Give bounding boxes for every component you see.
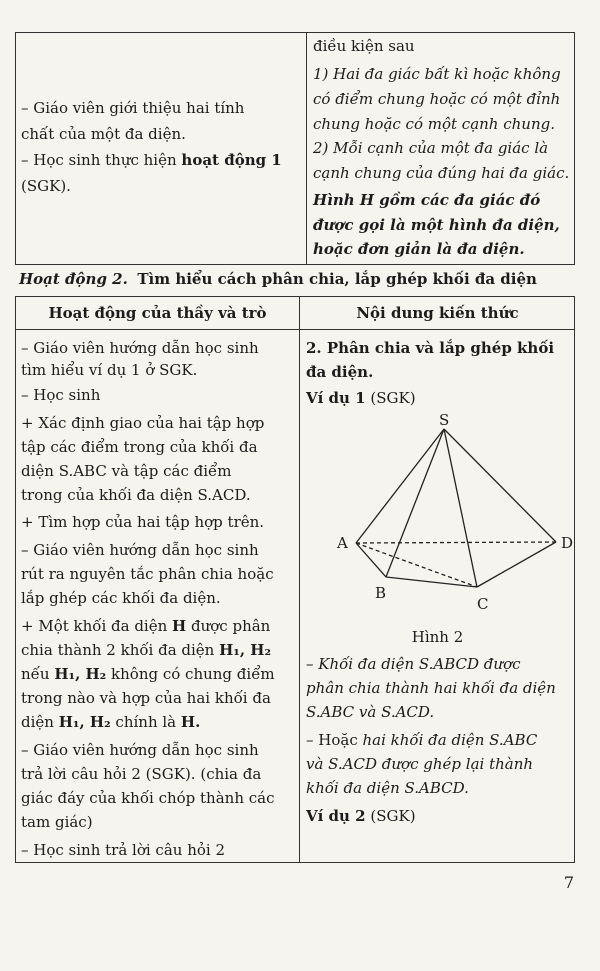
left-line-3-text: – Học sinh thực hiện xyxy=(21,151,182,169)
continuation-table xyxy=(15,32,575,265)
edge-SA xyxy=(356,429,444,543)
label-D: D xyxy=(561,534,574,552)
edge-AD-hidden xyxy=(356,542,556,543)
txt: hai khối đa diện S.ABC xyxy=(362,731,538,749)
left-line: – Học sinh xyxy=(21,386,101,404)
txt: – Hoặc xyxy=(306,731,363,749)
header-right: Nội dung kiến thức xyxy=(356,304,519,322)
example-2 xyxy=(306,807,416,825)
right-line-3: có điểm chung hoặc có một đỉnh xyxy=(313,90,561,108)
right-line xyxy=(306,731,537,749)
left-line: tập các điểm trong của khối đa xyxy=(21,438,258,456)
label-S: S xyxy=(439,411,450,429)
txt: H. xyxy=(180,713,201,731)
right-line: S.ABC và S.ACD. xyxy=(306,703,435,721)
left-line xyxy=(21,665,275,683)
txt: + Một khối đa diện xyxy=(21,617,173,635)
label-B: B xyxy=(375,584,387,602)
txt: H xyxy=(172,617,187,635)
left-line: + Xác định giao của hai tập hợp xyxy=(21,414,265,432)
example-1 xyxy=(306,389,416,407)
right-line-6: cạnh chung của đúng hai đa giác. xyxy=(313,164,570,182)
left-line-4: (SGK). xyxy=(21,177,71,195)
left-line: trong của khối đa diện S.ACD. xyxy=(21,486,251,504)
edge-SB xyxy=(386,429,444,577)
txt: được phân xyxy=(186,617,271,635)
right-line-9: hoặc đơn giản là đa diện. xyxy=(313,240,525,258)
activity-1-ref: hoạt động 1 xyxy=(181,151,282,169)
right-line: phân chia thành hai khối đa diện xyxy=(306,679,556,697)
left-line: – Học sinh trả lời câu hỏi 2 xyxy=(21,841,226,859)
header-divider xyxy=(16,329,574,330)
section-title: 2. Phân chia và lắp ghép khối xyxy=(306,339,555,357)
right-line: – Khối đa diện S.ABCD được xyxy=(306,655,521,673)
left-line: + Tìm hợp của hai tập hợp trên. xyxy=(21,513,265,531)
left-line xyxy=(21,713,200,731)
txt: H₁, H₂ xyxy=(58,713,111,731)
example-2-label: Ví dụ 2 xyxy=(306,807,366,825)
edge-CD xyxy=(477,542,556,587)
right-line-2: 1) Hai đa giác bất kì hoặc không xyxy=(313,65,561,83)
left-line: trong nào và hợp của hai khối đa xyxy=(21,689,271,707)
activity-label: Hoạt động 2. xyxy=(19,270,128,288)
right-line-4: chung hoặc có một cạnh chung. xyxy=(313,115,555,133)
right-line: khối đa diện S.ABCD. xyxy=(306,779,469,797)
header-left: Hoạt động của thầy và trò xyxy=(48,304,267,322)
page-number: 7 xyxy=(563,873,574,892)
lesson-table xyxy=(15,296,575,863)
section-title: đa diện. xyxy=(306,363,374,381)
activity-title: Tìm hiểu cách phân chia, lắp ghép khối đa diện xyxy=(137,270,537,288)
txt: diện xyxy=(21,713,59,731)
left-line: tìm hiểu ví dụ 1 ở SGK. xyxy=(21,361,198,379)
left-line-1: – Giáo viên giới thiệu hai tính xyxy=(21,99,245,117)
left-line: – Giáo viên hướng dẫn học sinh xyxy=(21,339,259,357)
left-line: – Giáo viên hướng dẫn học sinh xyxy=(21,741,259,759)
txt: chia thành 2 khối đa diện xyxy=(21,641,220,659)
right-line-1: điều kiện sau xyxy=(313,37,415,55)
activity-heading xyxy=(19,270,537,288)
right-line-8: được gọi là một hình đa diện, xyxy=(313,216,560,234)
txt: nếu xyxy=(21,665,55,683)
left-line: diện S.ABC và tập các điểm xyxy=(21,462,232,480)
left-line: tam giác) xyxy=(21,813,93,831)
right-line-7: Hình H gồm các đa giác đó xyxy=(313,191,541,209)
txt: H₁, H₂ xyxy=(54,665,107,683)
example-2-ref: (SGK) xyxy=(365,807,416,825)
edge-SC xyxy=(444,429,477,587)
txt: không có chung điểm xyxy=(106,665,275,683)
label-A: A xyxy=(337,534,348,552)
pyramid-figure xyxy=(299,411,576,611)
left-line: rút ra nguyên tắc phân chia hoặc xyxy=(21,565,274,583)
left-line-3 xyxy=(21,151,282,169)
left-line-2: chất của một đa diện. xyxy=(21,125,186,143)
txt: H₁, H₂ xyxy=(219,641,272,659)
example-1-label: Ví dụ 1 xyxy=(306,389,366,407)
edge-SD xyxy=(444,429,556,542)
column-divider xyxy=(306,33,307,264)
left-line: – Giáo viên hướng dẫn học sinh xyxy=(21,541,259,559)
left-line xyxy=(21,617,270,635)
left-line: lắp ghép các khối đa diện. xyxy=(21,589,221,607)
right-line: và S.ACD được ghép lại thành xyxy=(306,755,534,773)
figure-caption: Hình 2 xyxy=(411,628,464,646)
left-line xyxy=(21,641,271,659)
left-line: giác đáy của khối chóp thành các xyxy=(21,789,275,807)
left-line: trả lời câu hỏi 2 (SGK). (chia đa xyxy=(21,765,262,783)
label-C: C xyxy=(477,595,489,611)
right-line-5: 2) Mỗi cạnh của một đa giác là xyxy=(313,139,549,157)
txt: chính là xyxy=(110,713,181,731)
example-1-ref: (SGK) xyxy=(365,389,416,407)
